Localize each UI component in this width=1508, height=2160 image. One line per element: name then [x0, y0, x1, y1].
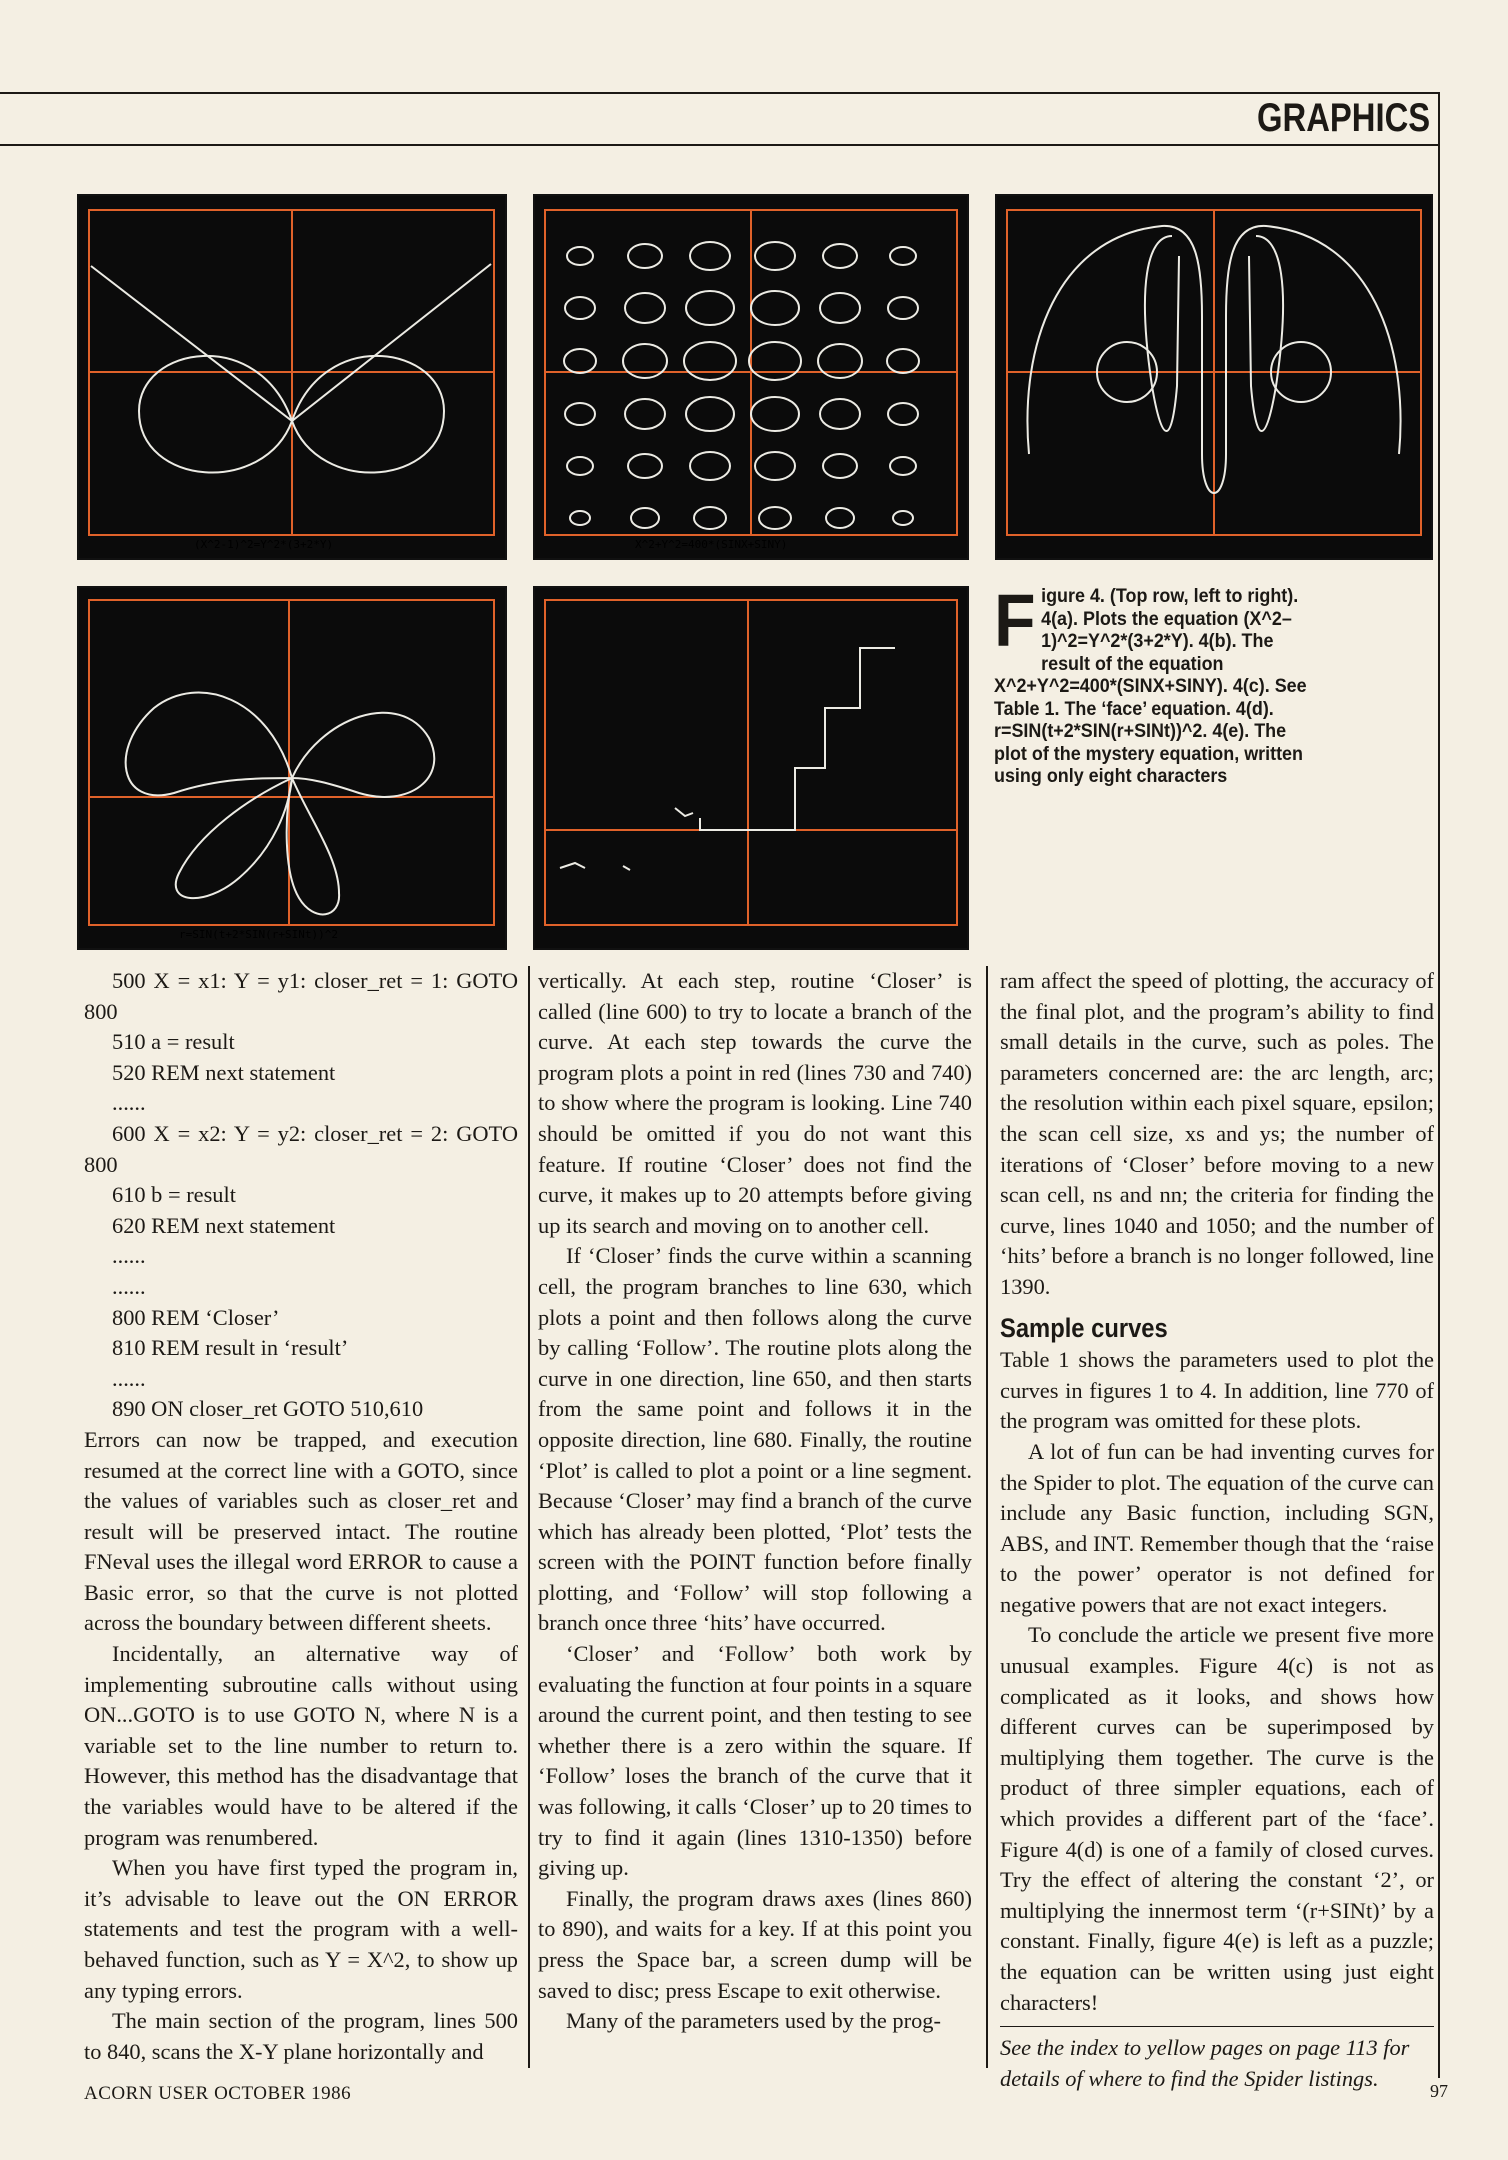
paragraph: If ‘Closer’ finds the curve within a scanning cell, the program branches to line 630, which plots a point and then follows along the curve by calling ‘Follow’. The routine plots along the curve in one direction, line 650, and then starts from the same point and follows it in the opposite direction, line 680. Finally, the routine ‘Plot’ is called to plot a point or a line segment. Because ‘Closer’ may find a branch of the curve which has already been plotted, ‘Plot’ tests the screen with the POINT function before finally plotting, and ‘Follow’ will stop following a branch once three ‘hits’ have occurred. [538, 1243, 972, 1636]
code-ellipsis: ...... [112, 1243, 146, 1269]
code-line: 800 REM ‘Closer’ [112, 1304, 280, 1330]
subheading-sample-curves: Sample curves [1000, 1312, 1168, 1343]
section-title: GRAPHICS [1256, 96, 1430, 140]
paragraph: Incidentally, an alternative way of implementing subroutine calls without using ON...GOTO is to use GOTO N, where N is a variable set to the line number to return to. However, this method has the disadvantage that the variables would have to be altered if the program was renumbered. [84, 1641, 518, 1850]
code-ellipsis: ...... [112, 1365, 146, 1391]
code-line: 890 ON closer_ret GOTO 510,610 [112, 1396, 424, 1422]
note-rule [1000, 2026, 1434, 2027]
paragraph: Many of the parameters used by the prog- [566, 2008, 941, 2034]
page-number: 97 [1430, 2081, 1448, 2101]
paragraph: The main section of the program, lines 500 to 840, scans the X-Y plane horizontally and [84, 2008, 518, 2064]
column-1 [84, 966, 518, 2067]
paragraph: A lot of fun can be had inventing curves for the Spider to plot. The equation of the curve can include any Basic function, including SGN, ABS, and INT. Remember though that the ‘raise to the power’ operator is not defined for negative powers that are not exact integers. [1000, 1438, 1434, 1617]
figure-4d-plot [79, 588, 505, 948]
paragraph: Errors can now be trapped, and execution resumed at the correct line with a GOTO, since the values of variables such as closer_ret and result will be preserved intact. The routine FNeval uses the illegal word ERROR to cause a Basic error, so that the curve is not plotted across the boundary between different sheets. [84, 1426, 518, 1636]
listing-note: See the index to yellow pages on page 113 for details of where to find the Spider listings. [1000, 2035, 1410, 2091]
code-line: 810 REM result in ‘result’ [112, 1335, 349, 1361]
right-border [1438, 92, 1440, 2078]
header-rule [0, 144, 1440, 146]
paragraph: To conclude the article we present five more unusual examples. Figure 4(c) is not as complicated as it looks, and shows how different curves can be superimposed by multiplying them together. The curve is the product of three simpler equations, each of which provides a different part of the ‘face’. Figure 4(d) is one of a family of closed curves. Try the effect of altering the constant ‘2’, or multiplying the innermost term ‘(r+SINt)’ by a constant. Finally, figure 4(e) is left as a puzzle; the equation can be written using just eight characters! [1000, 1622, 1434, 2015]
figure-4b [533, 194, 969, 560]
figure-4e-plot [535, 588, 967, 948]
paragraph: vertically. At each step, routine ‘Closer’ is called (line 600) to try to locate a branch of the curve. At each step towards the curve the program plots a point in red (lines 730 and 740) to show where the program is looking. Line 740 should be omitted if you do not want this feature. If routine ‘Closer’ does not find the curve, it makes up to 20 attempts before giving up its search and moving on to another cell. [538, 968, 972, 1238]
figure-4c [995, 194, 1433, 560]
paragraph: ram affect the speed of plotting, the accuracy of the final plot, and the program’s ability to find small details in the curve, such as poles. The parameters concerned are: the arc length, arc; the resolution within each pixel square, epsilon; the scan cell size, xs and ys; the number of iterations of ‘Closer’ before moving to a new scan cell, ns and nn; the criteria for finding the curve, lines 1040 and 1050; and the number of ‘hits’ before a branch is no longer followed, line 1390. [1000, 968, 1434, 1299]
figure-4a-equation: (X^2-1)^2=Y^2*(3+2*Y) [194, 538, 334, 551]
paragraph: ‘Closer’ and ‘Follow’ both work by evaluating the function at four points in a square around the current point, and then testing to see whether there is a zero within the square. If ‘Follow’ loses the branch of the curve that it was following, it calls ‘Closer’ up to 20 times to try to find it again (lines 1310-1350) before giving up. [538, 1641, 973, 1881]
figure-4a-plot [79, 196, 505, 558]
figure-4b-equation: X^2+Y^2=400*(SINX+SINY) [635, 538, 788, 551]
paragraph: When you have first typed the program in, it’s advisable to leave out the ON ERROR statements and test the program with a well-behaved function, such as Y = X^2, to show up any typing errors. [84, 1855, 518, 2003]
caption-drop-cap: F [994, 579, 1036, 662]
figure-4a [77, 194, 507, 560]
caption-text: igure 4. (Top row, left to right). 4(a). Plots the equation (X^2–1)^2=Y^2*(3+2*Y). 4(b). The result of the equation X^2+Y^2=400*(SINX+SINY). 4(c). See Table 1. The ‘face’ equation. 4(d). r=SIN(t+2*SIN(r+SINt))^2. 4(e). The plot of the mystery equation, written using only eight characters [994, 585, 1307, 787]
figure-4c-plot [997, 196, 1431, 558]
figure-4d [77, 586, 507, 950]
column-2 [538, 966, 972, 2037]
code-line: 620 REM next statement [112, 1212, 336, 1238]
code-line: 610 b = result [112, 1182, 236, 1208]
code-line: 520 REM next statement [112, 1059, 336, 1085]
figure-caption [994, 579, 1316, 788]
figure-4e [533, 586, 969, 950]
top-rule [0, 92, 1440, 94]
column-divider-2 [986, 966, 988, 2068]
column-divider-1 [528, 966, 530, 2068]
column-3 [1000, 966, 1434, 2094]
code-line: 600 X = x2: Y = y2: closer_ret = 2: GOTO 800 [84, 1120, 518, 1177]
figure-4d-equation: r=SIN(t+2*SIN(r+SINt))^2 [179, 928, 338, 941]
paragraph: Finally, the program draws axes (lines 860) to 890), and waits for a key. If at this point you press the Space bar, a screen dump will be saved to disc; press Escape to exit otherwise. [538, 1885, 972, 2003]
code-line: 500 X = x1: Y = y1: closer_ret = 1: GOTO 800 [84, 968, 518, 1024]
code-ellipsis: ...... [112, 1273, 146, 1299]
paragraph: Table 1 shows the parameters used to plot the curves in figures 1 to 4. In addition, line 770 of the program was omitted for these plots. [1000, 1347, 1434, 1434]
figure-4b-plot [535, 196, 967, 558]
code-ellipsis: ...... [112, 1090, 146, 1116]
footer-issue: ACORN USER OCTOBER 1986 [84, 2083, 352, 2104]
code-line: 510 a = result [112, 1029, 235, 1055]
